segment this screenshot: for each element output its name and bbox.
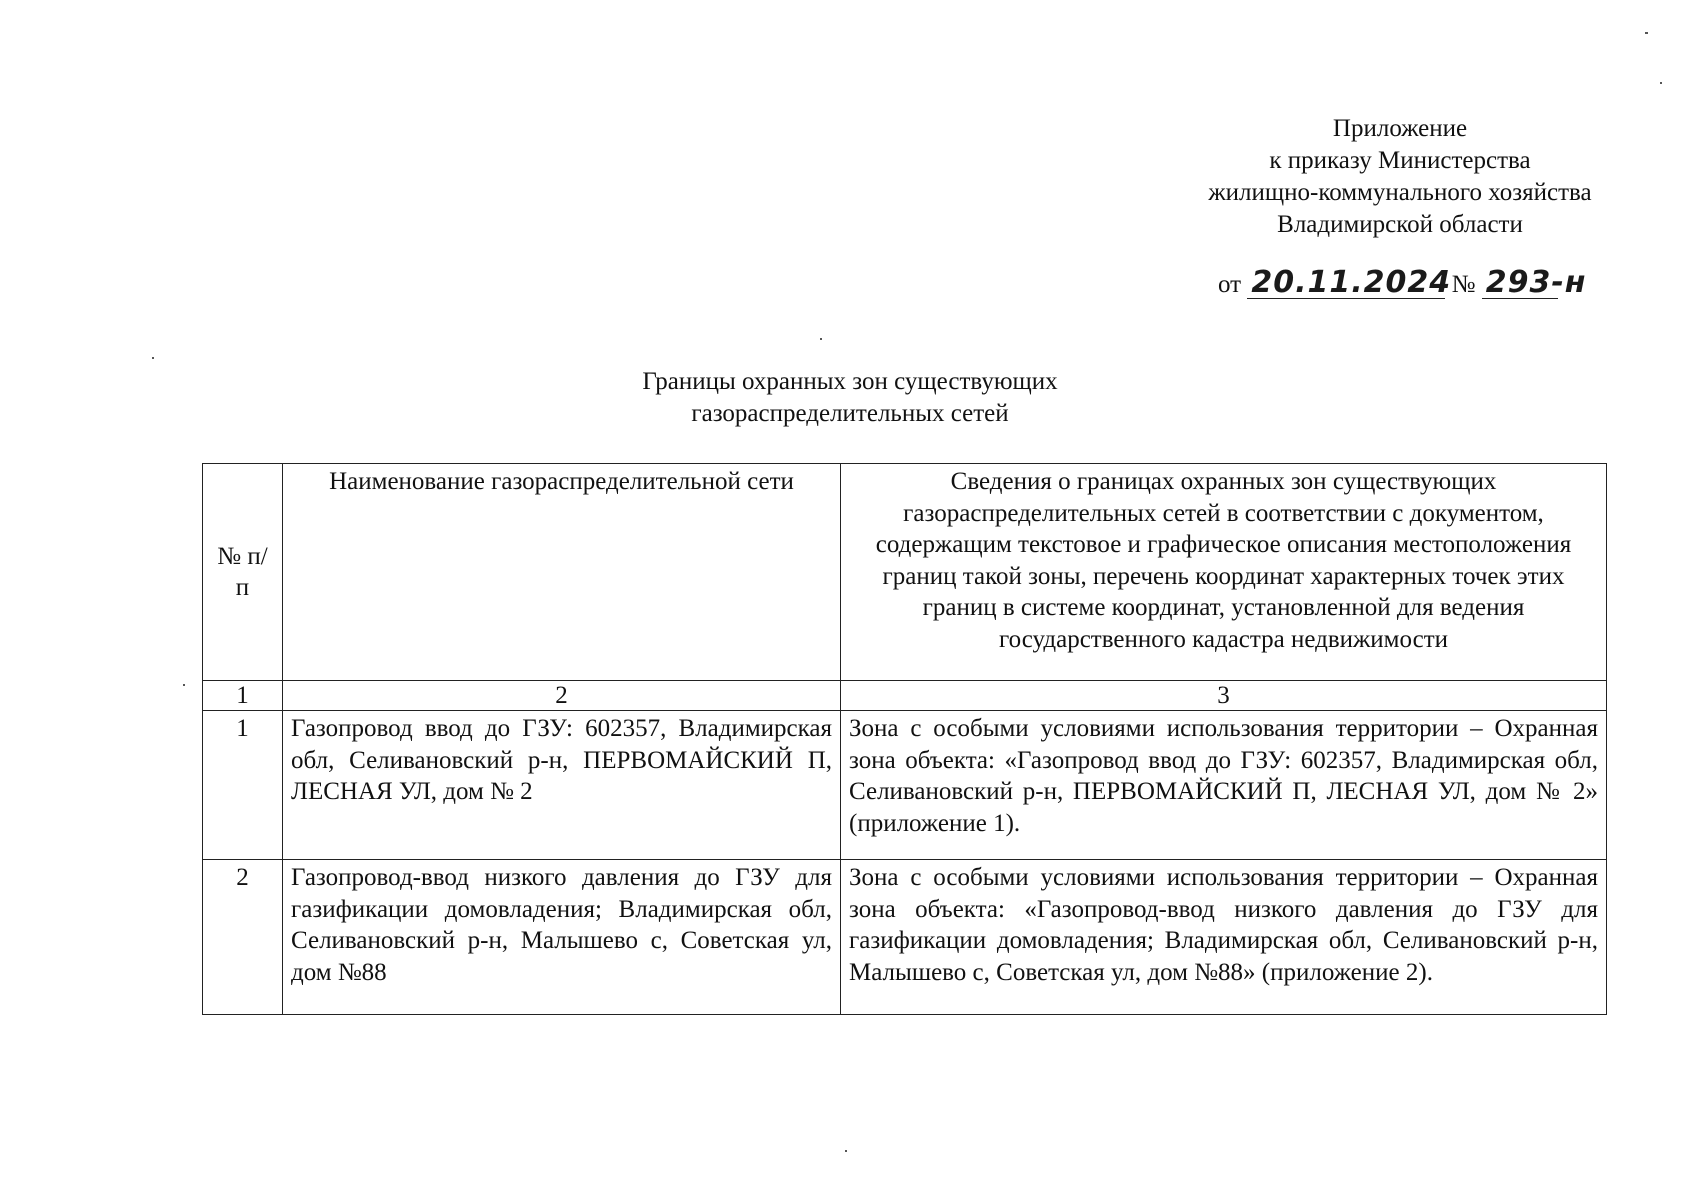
scan-speck [1660, 82, 1662, 84]
zone-info: Зона с особыми условиями использования территории – Охранная зона объекта: «Газопровод ввод до ГЗУ: 602357, Владимирская обл, Селивановский р-н, ПЕРВОМАЙСКИЙ П, ЛЕСНАЯ УЛ, дом № 2» (приложение 1). [841, 711, 1607, 860]
protection-zones-table [202, 463, 1607, 1015]
scan-speck [152, 357, 154, 359]
number-prefix: № [1451, 271, 1476, 298]
header-cell-info: Сведения о границах охранных зон существующих газораспределительных сетей в соответствии с документом, содержащим текстовое и графическое описания местоположения границ такой зоны, перечень координат характерных точек этих границ в системе координат, установленной для ведения государственного кадастра недвижимости [841, 464, 1607, 681]
header-cell-name: Наименование газораспределительной сети [283, 464, 841, 681]
column-number: 1 [203, 681, 283, 711]
scan-speck [845, 1150, 847, 1152]
table-header-row [203, 464, 1607, 681]
network-name: Газопровод-ввод низкого давления до ГЗУ для газификации домовладения; Владимирская обл, Селивановский р-н, Малышево с, Советская ул, дом №88 [283, 860, 841, 1015]
handwritten-number: 293-н [1482, 268, 1558, 299]
scan-speck [820, 338, 822, 340]
network-name: Газопровод ввод до ГЗУ: 602357, Владимирская обл, Селивановский р-н, ПЕРВОМАЙСКИЙ П, ЛЕСНАЯ УЛ, дом № 2 [283, 711, 841, 860]
appendix-line: к приказу Министерства [1269, 147, 1531, 174]
column-number-row [203, 681, 1607, 711]
document-title [560, 366, 1140, 430]
column-number: 2 [283, 681, 841, 711]
handwritten-date: 20.11.2024 [1247, 268, 1445, 299]
title-line: газораспределительных сетей [691, 400, 1009, 427]
appendix-line: Приложение [1332, 115, 1468, 142]
appendix-line: Владимирской области [1277, 211, 1523, 238]
row-number: 2 [203, 860, 283, 1015]
date-prefix: от [1218, 271, 1242, 298]
table-row [203, 860, 1607, 1015]
scan-speck [1645, 32, 1648, 34]
scan-speck [183, 684, 185, 686]
row-number: 1 [203, 711, 283, 860]
column-number: 3 [841, 681, 1607, 711]
table-row [203, 711, 1607, 860]
title-line: Границы охранных зон существующих [642, 368, 1058, 395]
appendix-header [1120, 113, 1680, 241]
header-cell-number: № п/п [203, 464, 283, 681]
order-date-number [1218, 265, 1587, 300]
appendix-line: жилищно-коммунального хозяйства [1208, 179, 1592, 206]
zone-info: Зона с особыми условиями использования территории – Охранная зона объекта: «Газопровод-ввод низкого давления до ГЗУ для газификации домовладения; Владимирская обл, Селивановский р-н, Малышево с, Советская ул, дом №88» (приложение 2). [841, 860, 1607, 1015]
